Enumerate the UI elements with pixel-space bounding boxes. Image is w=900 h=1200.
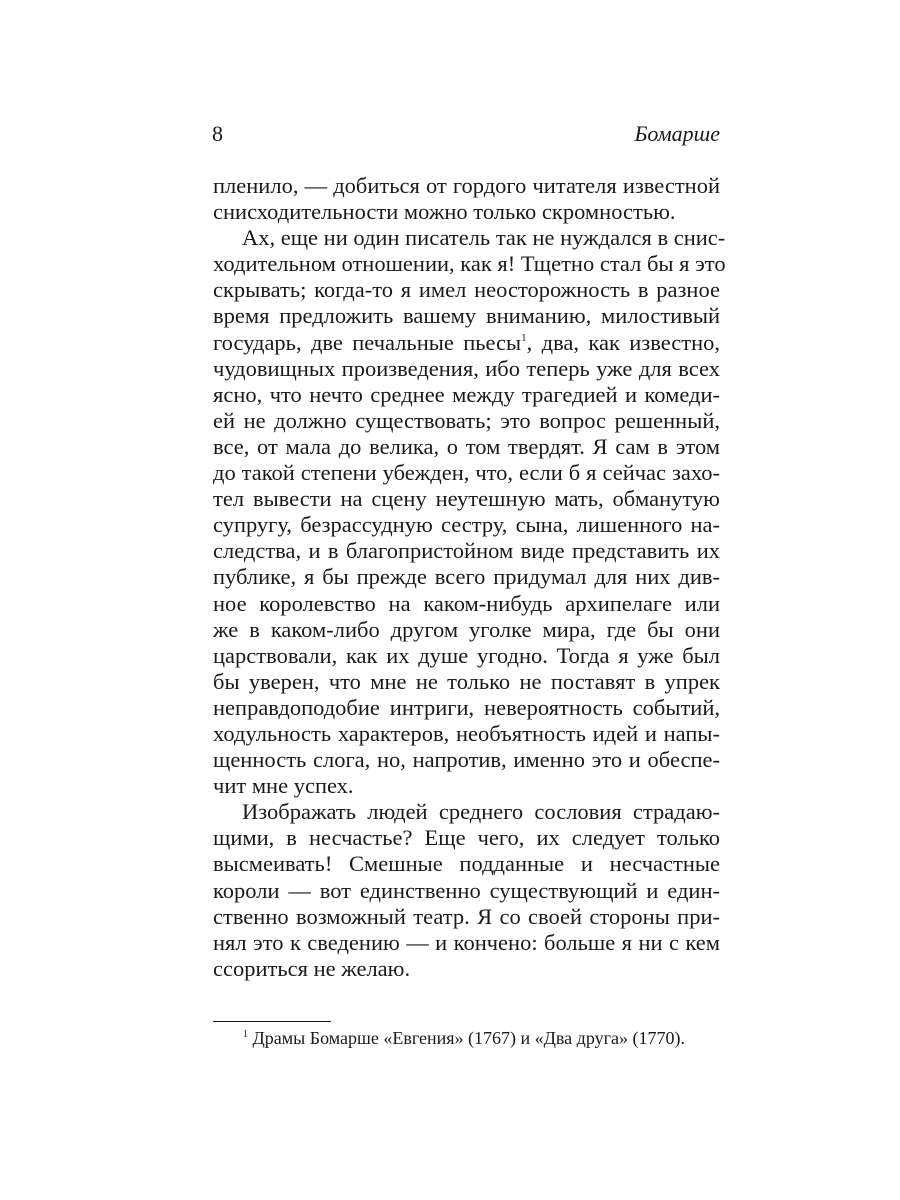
text-line: пленило, — добиться от гордого читателя известной — [213, 173, 720, 198]
text-line: все, от мала до велика, о том твердят. Я сам в этом — [213, 433, 720, 459]
text-line: Ах, еще ни один писатель так не нуждался в снис- — [242, 225, 726, 251]
text-line: чудовищных произведения, ибо теперь уже для всех — [213, 355, 720, 381]
text-line: же в каком-либо другом уголке мира, где бы они — [213, 616, 720, 642]
text-line: снисходительности можно только скромностью. — [213, 199, 676, 225]
text-line: скрывать; когда-то я имел неосторожность в разное — [213, 277, 720, 303]
footnote-divider — [213, 1021, 331, 1022]
text-line: чит мне успех. — [213, 773, 354, 799]
text-line: тел вывести на сцену неутешную мать, обманутую — [213, 486, 720, 512]
text-line: следства, и в благопристойном виде представить их — [213, 538, 720, 564]
footnote — [243, 1027, 685, 1049]
text-line: высмеивать! Смешные подданные и несчастные — [213, 851, 720, 877]
text-line: публике, я бы прежде всего придумал для них див- — [213, 564, 720, 590]
text-fragment: государь, две печальные пьесы — [213, 329, 522, 355]
text-line: ное королевство на каком-нибудь архипелаге или — [213, 590, 720, 616]
text-line-with-footnote — [213, 330, 720, 356]
text-line: нял это к сведению — и кончено: больше я ни с кем — [213, 929, 720, 955]
text-line: царствовали, как их душе угодно. Тогда я уже был — [213, 642, 720, 668]
page-number: 8 — [212, 121, 223, 146]
footnote-reference[interactable]: 1 — [521, 331, 527, 344]
text-line: ственно возможный театр. Я со своей стороны при- — [213, 903, 720, 929]
running-title: Бомарше — [634, 121, 720, 146]
text-line: бы уверен, что мне не только не поставят в упрек — [213, 668, 720, 694]
text-line: щенность слога, но, напротив, именно это и обеспе- — [213, 747, 720, 773]
text-line: ей не должно существовать; это вопрос решенный, — [213, 407, 720, 433]
text-line: ссориться не желаю. — [213, 955, 411, 981]
text-line: супругу, безрассудную сестру, сына, лишенного на- — [213, 512, 720, 538]
text-line: время предложить вашему вниманию, милостивый — [213, 303, 720, 329]
text-line: короли — вот единственно существующий и един- — [213, 877, 720, 903]
footnote-text: Драмы Бомарше «Евгения» (1767) и «Два друга» (1770). — [248, 1028, 685, 1048]
text-line: ходульность характеров, необъятность идей и напы- — [213, 720, 720, 746]
body-text — [213, 173, 726, 982]
text-line: ходительном отношении, как я! Тщетно стал бы я это — [213, 251, 726, 277]
text-line: Изображать людей среднего сословия страдаю- — [242, 799, 720, 825]
text-line: неправдоподобие интриги, невероятность событий, — [213, 694, 720, 720]
text-line: ясно, что нечто среднее между трагедией и комеди- — [213, 381, 720, 407]
text-fragment: , два, как известно, — [526, 329, 720, 355]
footnote-marker: 1 — [243, 1029, 248, 1040]
text-line: щими, в несчастье? Еще чего, их следует только — [213, 825, 720, 851]
text-line: до такой степени убежден, что, если б я сейчас захо- — [213, 460, 720, 486]
